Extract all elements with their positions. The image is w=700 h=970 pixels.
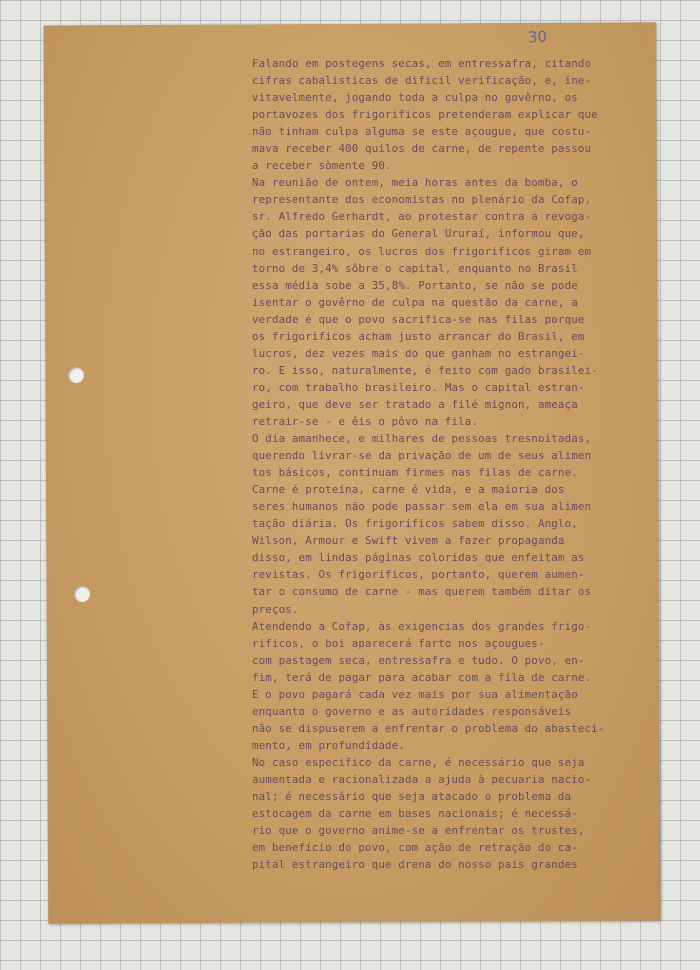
text-line: Na reunião de ontem, meia horas antes da bomba, o bbox=[252, 176, 578, 190]
text-line: vitavelmente, jogando toda a culpa no govêrno, os bbox=[252, 91, 578, 105]
text-line: enquanto o governo e as autoridades responsáveis bbox=[252, 704, 572, 718]
punch-hole-top bbox=[68, 367, 84, 383]
text-line: querendo livrar-se da privação de um de seus alimen bbox=[252, 449, 592, 463]
text-line: ção das portarias do General Ururaí, informou que, bbox=[252, 227, 585, 241]
text-line: disso, em lindas páginas coloridas que enfeitam as bbox=[252, 551, 585, 565]
text-line: não tinham culpa alguma se este açougue, que costu- bbox=[252, 125, 592, 139]
text-line: Atendendo a Cofap, às exigencias dos grandes frigo- bbox=[252, 619, 592, 633]
text-line: com pastagem seca, entressafra e tudo. O povo, en- bbox=[252, 653, 585, 667]
typewritten-text bbox=[252, 55, 632, 873]
punch-hole-bottom bbox=[74, 586, 90, 602]
text-line: retrair-se - e êis o pôvo na fila. bbox=[252, 414, 479, 428]
text-line: nal; é necessário que seja atacado o problema da bbox=[252, 790, 572, 804]
text-line: Wilson, Armour e Swift vivem a fazer propaganda bbox=[252, 534, 565, 548]
text-line: tar o consumo de carne - mas querem também ditar os bbox=[252, 585, 592, 599]
text-line: representante dos economistas no plenário da Cofap, bbox=[252, 193, 592, 207]
text-line: preços. bbox=[252, 602, 299, 616]
page-number: 30 bbox=[527, 27, 548, 47]
text-line: Falando em postegens secas, em entressafra, citando bbox=[252, 57, 592, 70]
text-line: revistas. Os frigorificos, portanto, querem aumen- bbox=[252, 568, 585, 582]
text-line: estocagem da carne em bases nacionais; é necessá- bbox=[252, 807, 578, 821]
text-line: fim, terá de pagar para acabar com a fila de carne. bbox=[252, 670, 592, 684]
text-line: rio que o governo anime-se a enfrentar os trustes, bbox=[252, 824, 585, 838]
text-line: não se dispuserem a enfrentar o problema do abasteci- bbox=[252, 721, 605, 735]
text-line: verdade é que o povo sacrifica-se nas filas porque bbox=[252, 312, 585, 326]
text-line: em benefício do povo, com ação de retração do ca- bbox=[252, 841, 578, 855]
text-line: a receber sòmente 90. bbox=[252, 159, 392, 173]
text-line: cifras cabalisticas de dificil verificação, e, ine- bbox=[252, 74, 592, 88]
text-line: mava receber 400 quilos de carne, de repente passou bbox=[252, 142, 592, 156]
text-line: No caso especifico da carne, é necessário que seja bbox=[252, 755, 585, 769]
text-line: geiro, que deve ser tratado a filé mignon, ameaça bbox=[252, 397, 578, 411]
text-line: pital estrangeiro que drena do nosso pais grandes bbox=[252, 858, 578, 872]
text-line: essa média sobe a 35,8%. Portanto, se não se pode bbox=[252, 278, 578, 292]
text-line: seres humanos não pode passar sem ela em sua alimen bbox=[252, 500, 592, 514]
text-line: tação diária. Os frigorificos sabem disso. Anglo, bbox=[252, 517, 578, 531]
text-line: ro. E isso, naturalmente, é feito com gado brasilei- bbox=[252, 363, 598, 377]
text-line: Carne é proteína, carne é vida, e a maioria dos bbox=[252, 483, 565, 497]
text-line: tos básicos, continuam firmes nas filas de carne. bbox=[252, 466, 578, 480]
text-line: mento, em profundidade. bbox=[252, 738, 405, 752]
text-line: torno de 3,4% sôbre o capital, enquanto no Brasil bbox=[252, 261, 578, 275]
text-line: aumentada e racionalizada a ajuda à pecuaria nacio- bbox=[252, 772, 592, 786]
text-line: portavozes dos frigorificos pretenderam explicar que bbox=[252, 108, 598, 122]
text-line: isentar o govêrno de culpa na questão da carne, a bbox=[252, 295, 578, 309]
text-line: rificos, o boi aparecerá farto nos açougues- bbox=[252, 636, 545, 650]
text-line: lucros, dez vezes mais do que ganham no estrangei- bbox=[252, 346, 585, 360]
text-line: sr. Alfredo Gerhardt, ao protestar contra a revoga- bbox=[252, 210, 592, 224]
text-line: ro, com trabalho brasileiro. Mas o capital estran- bbox=[252, 380, 585, 394]
text-line: os frigorificos acham justo arrancar do Brasil, em bbox=[252, 329, 585, 343]
text-line: O dia amanhece, e milhares de pessoas tresnoitadas, bbox=[252, 432, 592, 446]
text-line: no estrangeiro, os lucros dos frigorificos giram em bbox=[252, 244, 592, 258]
text-line: E o povo pagará cada vez mais por sua alimentação bbox=[252, 687, 578, 701]
